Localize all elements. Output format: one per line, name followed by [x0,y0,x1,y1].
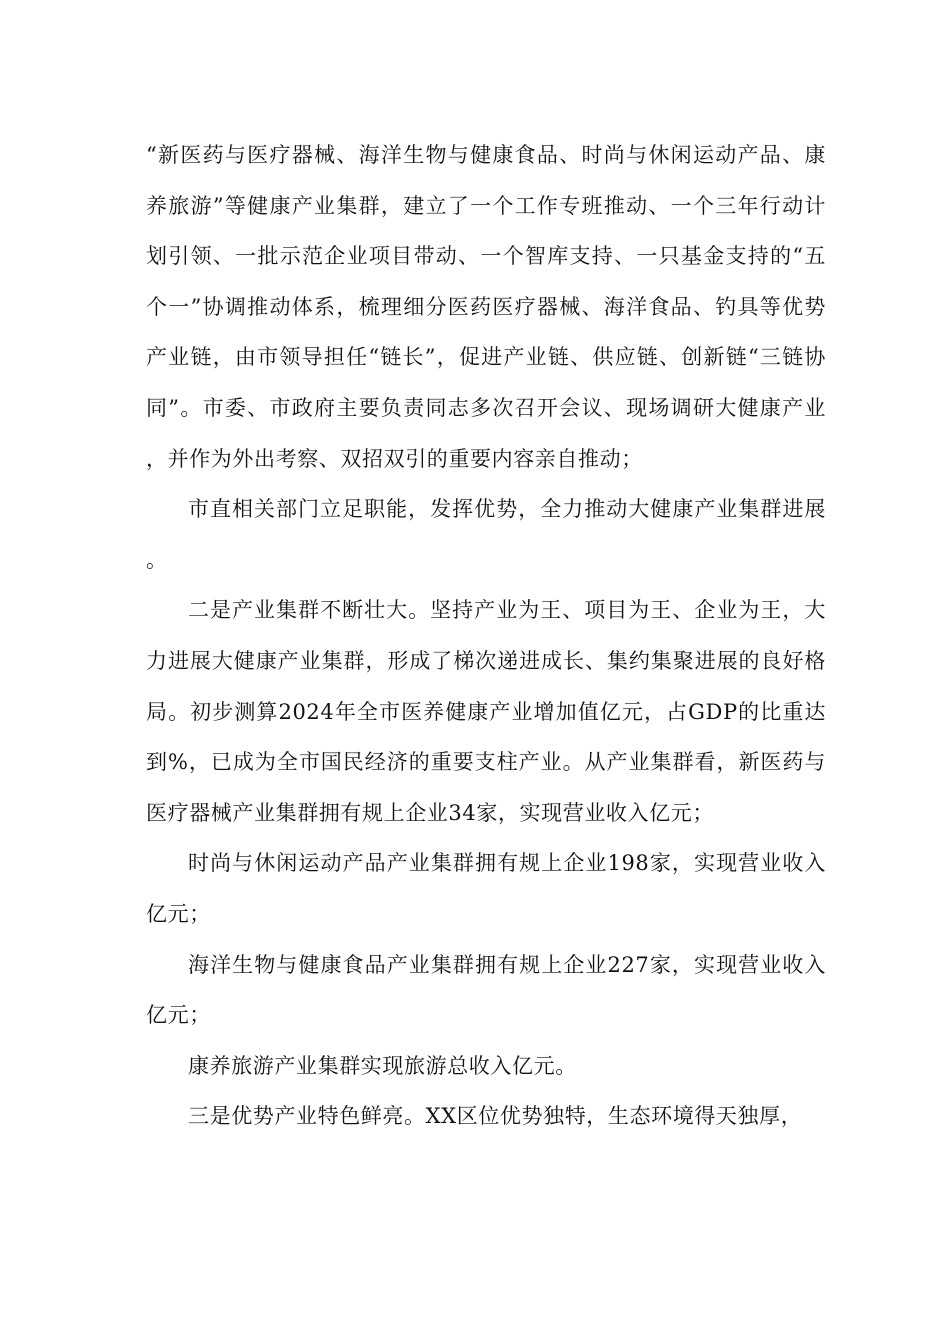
document-body [146,130,826,1142]
paragraph-industry-growth: 二是产业集群不断壮大。坚持产业为王、项目为王、企业为王，大力进展大健康产业集群，形成了梯次递进成长、集约集聚进展的良好格局。初步测算2024年全市医养健康产业增加值亿元，占GDP的比重达到%，已成为全市国民经济的重要支柱产业。从产业集群看，新医药与医疗器械产业集群拥有规上企业34家，实现营业收入亿元； [146,598,826,825]
paragraph-municipal-departments: 市直相关部门立足职能，发挥优势，全力推动大健康产业集群进展。 [146,497,826,572]
paragraph-health-industry-clusters: “新医药与医疗器械、海洋生物与健康食品、时尚与休闲运动产品、康养旅游”等健康产业集群，建立了一个工作专班推动、一个三年行动计划引领、一批示范企业项目带动、一个智库支持、一只基金支持的“五个一”协调推动体系，梳理细分医药医疗器械、海洋食品、钓具等优势产业链，由市领导担任“链长”，促进产业链、供应链、创新链“三链协同”。市委、市政府主要负责同志多次召开会议、现场调研大健康产业，并作为外出考察、双招双引的重要内容亲自推动； [146,143,826,471]
paragraph-advantage-industries: 三是优势产业特色鲜亮。XX区位优势独特，生态环境得天独厚， [188,1104,803,1129]
paragraph-fashion-sports-cluster: 时尚与休闲运动产品产业集群拥有规上企业198家，实现营业收入亿元； [146,851,826,926]
paragraph-marine-food-cluster: 海洋生物与健康食品产业集群拥有规上企业227家，实现营业收入亿元； [146,952,826,1028]
paragraph-health-tourism-cluster: 康养旅游产业集群实现旅游总收入亿元。 [188,1053,577,1078]
